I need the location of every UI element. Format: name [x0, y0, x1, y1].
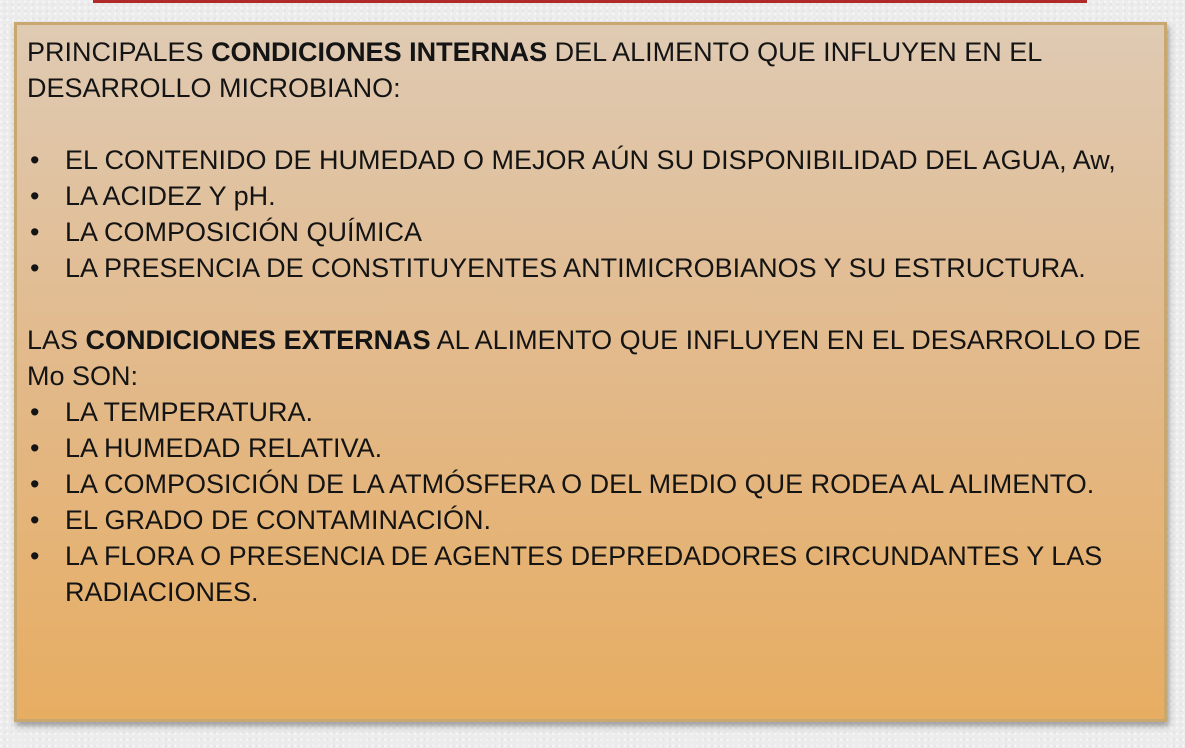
list-item — [27, 502, 1154, 538]
list-item-text: LA PRESENCIA DE CONSTITUYENTES ANTIMICROBIANOS Y SU ESTRUCTURA. — [65, 253, 1086, 283]
list-item-text: EL CONTENIDO DE HUMEDAD O MEJOR AÚN SU DISPONIBILIDAD DEL AGUA, Aw, — [65, 145, 1116, 175]
external-conditions-heading — [27, 322, 1154, 394]
content-panel — [14, 22, 1167, 722]
bullet-icon: • — [30, 505, 40, 535]
bullet-icon: • — [30, 253, 40, 283]
internal-heading-suffix: DEL ALIMENTO QUE INFLUYEN EN EL DESARROLLO MICROBIANO: — [27, 37, 1042, 103]
external-heading-emphasis: CONDICIONES EXTERNAS — [85, 325, 431, 355]
external-heading-prefix: LAS — [27, 325, 86, 355]
bullet-icon: • — [30, 433, 40, 463]
list-item-text: LA TEMPERATURA. — [65, 397, 314, 427]
bullet-icon: • — [30, 217, 40, 247]
list-item — [27, 394, 1154, 430]
list-item — [27, 214, 1154, 250]
list-item — [27, 178, 1154, 214]
internal-heading-prefix: PRINCIPALES — [27, 37, 212, 67]
internal-conditions-heading — [27, 34, 1154, 106]
list-item-text: LA FLORA O PRESENCIA DE AGENTES DEPREDADORES CIRCUNDANTES Y LAS RADIACIONES. — [65, 541, 1103, 607]
list-item-text: LA HUMEDAD RELATIVA. — [65, 433, 383, 463]
internal-conditions-list — [27, 142, 1154, 286]
internal-heading-emphasis: CONDICIONES INTERNAS — [211, 37, 548, 67]
list-item — [27, 142, 1154, 178]
list-item — [27, 538, 1154, 610]
bullet-icon: • — [30, 541, 40, 571]
bullet-icon: • — [30, 181, 40, 211]
list-item-text: LA COMPOSICIÓN QUÍMICA — [65, 217, 423, 247]
external-heading-suffix: AL ALIMENTO QUE INFLUYEN EN EL DESARROLLO DE Mo SON: — [27, 325, 1141, 391]
external-conditions-list — [27, 394, 1154, 610]
blank-line — [27, 106, 1154, 142]
bullet-icon: • — [30, 469, 40, 499]
list-item — [27, 250, 1154, 286]
list-item — [27, 430, 1154, 466]
list-item-text: EL GRADO DE CONTAMINACIÓN. — [65, 505, 492, 535]
list-item-text: LA COMPOSICIÓN DE LA ATMÓSFERA O DEL MEDIO QUE RODEA AL ALIMENTO. — [65, 469, 1095, 499]
list-item-text: LA ACIDEZ Y pH. — [65, 181, 276, 211]
blank-line — [27, 286, 1154, 322]
bullet-icon: • — [30, 145, 40, 175]
bullet-icon: • — [30, 397, 40, 427]
top-accent-line — [93, 0, 1087, 3]
list-item — [27, 466, 1154, 502]
